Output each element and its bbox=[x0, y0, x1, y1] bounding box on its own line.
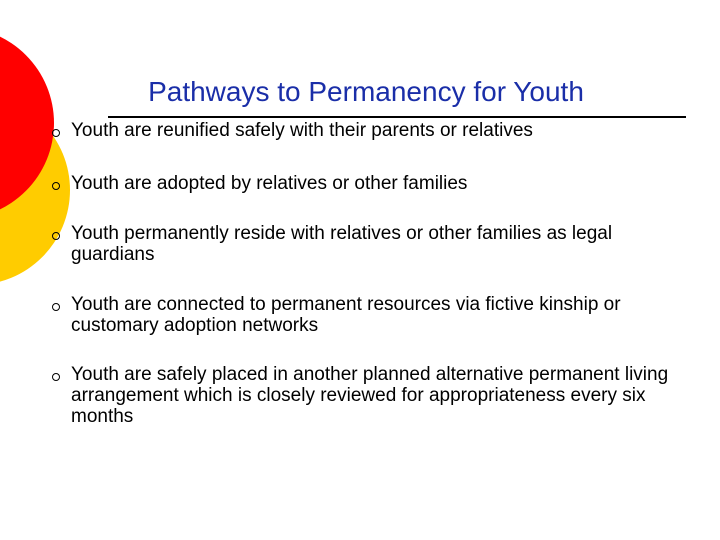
slide-title: Pathways to Permanency for Youth bbox=[148, 76, 584, 107]
bullet-text: Youth are adopted by relatives or other families bbox=[71, 173, 468, 194]
bullet-marker-icon bbox=[52, 182, 60, 190]
bullet-text: Youth are safely placed in another planned alternative permanent living arrangement which is closely reviewed for appropriateness every six months bbox=[71, 364, 669, 427]
bullet-marker-icon bbox=[52, 303, 60, 311]
title-underline bbox=[108, 116, 686, 118]
bullet-text: Youth are connected to permanent resources via fictive kinship or customary adoption networks bbox=[71, 294, 621, 336]
bullet-text: Youth are reunified safely with their parents or relatives bbox=[71, 120, 533, 141]
bullet-text: Youth permanently reside with relatives or other families as legal guardians bbox=[71, 223, 613, 265]
bullet-marker-icon bbox=[52, 373, 60, 381]
bullet-marker-icon bbox=[52, 129, 60, 137]
bullet-marker-icon bbox=[52, 232, 60, 240]
